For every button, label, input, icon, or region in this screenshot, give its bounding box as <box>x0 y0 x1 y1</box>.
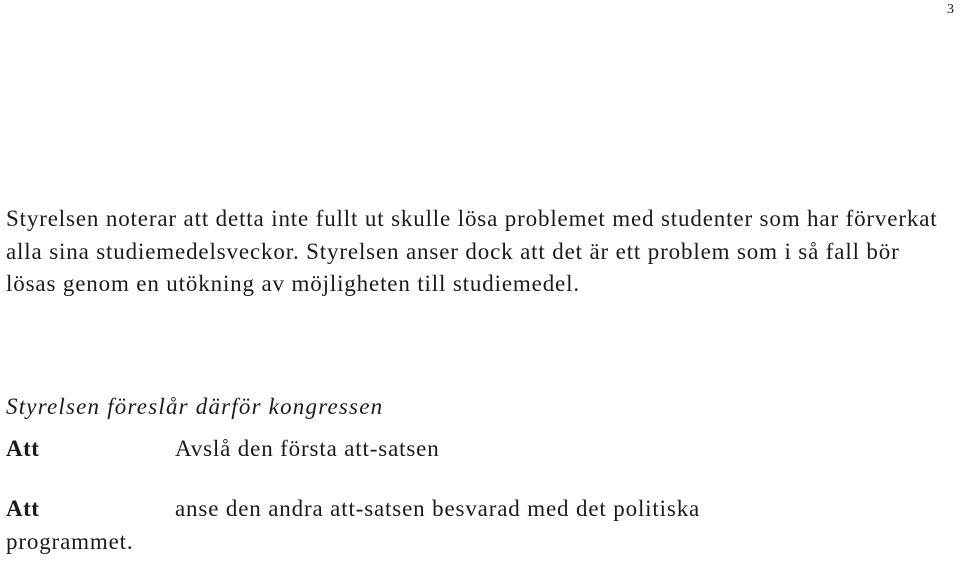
body-paragraph: Styrelsen noterar att detta inte fullt ut skulle lösa problemet med studenter som har förverkat alla sina studiemedelsveckor. Styrelsen anser dock att det är ett problem som i så fall bör lösas genom en utökning av möjligheten till studiemedel. <box>6 206 938 296</box>
motion-text: anse den andra att-satsen besvarad med det politiska <box>175 496 701 521</box>
motion-label: Att <box>6 496 40 521</box>
motion-continuation: programmet. <box>6 529 134 554</box>
motion-text: Avslå den första att-satsen <box>175 436 440 461</box>
motion-label: Att <box>6 436 40 461</box>
proposal-heading: Styrelsen föreslår därför kongressen <box>6 394 384 419</box>
motion-row-2 <box>6 496 700 522</box>
motion-row-1 <box>6 436 440 462</box>
page-number: 3 <box>947 2 954 17</box>
